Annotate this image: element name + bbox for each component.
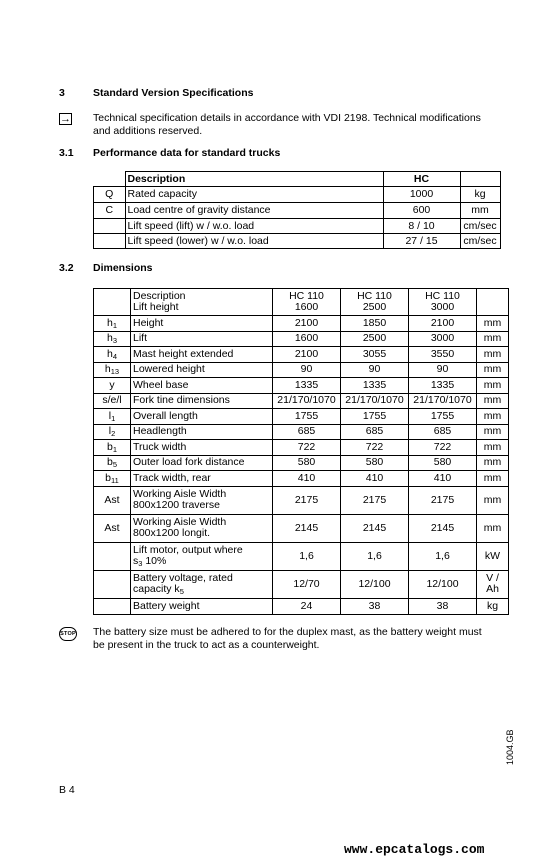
performance-unit: cm/sec [460,219,500,234]
dimension-value-1: 90 [273,362,341,378]
performance-value: 600 [383,203,460,219]
dimension-value-1: 410 [273,471,341,487]
dimension-label: Fork tine dimensions [131,393,273,409]
dimension-label-line-1: Working Aisle Width [133,488,227,500]
dimensions-header-model-3 [409,289,477,316]
dimension-value-3: 12/100 [409,570,477,598]
dimension-value-2: 722 [341,440,409,456]
dimension-value-3: 2100 [409,316,477,332]
dimension-symbol: Ast [94,486,131,514]
table-row [94,471,509,487]
dimension-symbol [94,542,131,570]
dimension-value-3: 685 [409,424,477,440]
performance-code: C [94,203,126,219]
dimension-label: Headlength [131,424,273,440]
dimension-unit: mm [477,316,509,332]
note-line-1: The battery size must be adhered to for the duplex mast, as the battery weight must [93,626,482,638]
dimension-unit: mm [477,409,509,425]
dimension-symbol: $h_3$ [94,331,131,347]
dimension-symbol: s/e/l [94,393,131,409]
performance-unit: mm [460,203,500,219]
dimension-label-line-1: Lift motor, output where [133,544,243,556]
dimension-value-2: 685 [341,424,409,440]
dimension-label-line-2: 800x1200 longit. [133,527,211,539]
dimension-value-1: 1600 [273,331,341,347]
dimension-value-1: 1,6 [273,542,341,570]
performance-code [94,234,126,249]
section-3-2-number: 3.2 [59,262,74,274]
dimension-value-3: 410 [409,471,477,487]
dimension-value-2: 2175 [341,486,409,514]
dimension-label: Outer load fork distance [131,455,273,471]
table-row [94,316,509,332]
dimension-label [131,570,273,598]
dimension-value-1: 2175 [273,486,341,514]
dimensions-header-model-1 [273,289,341,316]
dimension-value-3: 38 [409,598,477,614]
dimension-symbol: $h_1$ [94,316,131,332]
dimension-value-3: 1335 [409,378,477,394]
page-label: B 4 [59,784,75,796]
dimension-value-1: 1335 [273,378,341,394]
battery-note [93,626,513,652]
dimension-value-3: 2175 [409,486,477,514]
arrow-right-icon: → [60,113,71,125]
dimension-symbol [94,570,131,598]
dimension-symbol: Ast [94,514,131,542]
dimension-value-1: 580 [273,455,341,471]
performance-header-description: Description [125,172,383,187]
dimension-value-3: 3000 [409,331,477,347]
dimension-label: Lowered height [131,362,273,378]
performance-table [93,171,501,249]
table-row [94,378,509,394]
intro-line-2: and additions reserved. [93,125,203,137]
dimension-label-line-2: $s_3$ 10% [133,555,167,568]
model-3-name: HC 110 [425,290,460,302]
dimension-value-2: 410 [341,471,409,487]
dimension-symbol: $b_1$ [94,440,131,456]
dimension-value-3: 3550 [409,347,477,363]
dimensions-table [93,288,509,615]
dimension-value-1: 1755 [273,409,341,425]
table-row [94,331,509,347]
header-lift-height-label: Lift height [133,301,179,313]
table-row [94,424,509,440]
table-row [94,219,501,234]
dimension-label-line-1: Working Aisle Width [133,516,227,528]
table-row [94,455,509,471]
section-3-2-title: Dimensions [93,262,153,274]
dimension-unit: kg [477,598,509,614]
dimension-unit: mm [477,347,509,363]
performance-value: 1000 [383,187,460,203]
dimension-value-1: 722 [273,440,341,456]
dimension-value-1: 2145 [273,514,341,542]
performance-unit: kg [460,187,500,203]
dimension-label-line-2: capacity $k_5$ [133,583,184,596]
dimension-label: Overall length [131,409,273,425]
intro-line-1: Technical specification details in accordance with VDI 2198. Technical modifications [93,112,481,124]
dimension-symbol: $l_2$ [94,424,131,440]
dimension-unit: mm [477,378,509,394]
dimension-label-line-2: 800x1200 traverse [133,499,220,511]
section-3-1-title: Performance data for standard trucks [93,147,281,159]
table-row [94,598,509,614]
performance-code: Q [94,187,126,203]
dimension-unit: mm [477,471,509,487]
dimension-symbol: $l_1$ [94,409,131,425]
dimension-unit: mm [477,393,509,409]
dimension-symbol: y [94,378,131,394]
model-1-name: HC 110 [289,290,324,302]
dimension-value-3: 1,6 [409,542,477,570]
dimension-label [131,542,273,570]
section-3-number: 3 [59,87,65,99]
dimension-value-1: 12/70 [273,570,341,598]
note-line-2: be present in the truck to act as a counterweight. [93,639,320,651]
dimension-label: Height [131,316,273,332]
performance-label: Rated capacity [125,187,383,203]
dimension-value-2: 21/170/1070 [341,393,409,409]
dimension-value-2: 1,6 [341,542,409,570]
dimension-value-1: 2100 [273,347,341,363]
dimension-unit: mm [477,514,509,542]
dimension-symbol: $h_4$ [94,347,131,363]
dimension-value-2: 1335 [341,378,409,394]
dimension-value-3: 722 [409,440,477,456]
performance-label: Load centre of gravity distance [125,203,383,219]
dimension-symbol: $h_{13}$ [94,362,131,378]
dimensions-header-row [94,289,509,316]
dimension-value-2: 1850 [341,316,409,332]
dimension-label: Track width, rear [131,471,273,487]
model-3-lift: 3000 [430,301,455,313]
dimension-value-3: 580 [409,455,477,471]
dimension-label: Mast height extended [131,347,273,363]
dimension-unit: mm [477,331,509,347]
dimension-value-2: 3055 [341,347,409,363]
dimension-value-2: 580 [341,455,409,471]
performance-header-model: HC [383,172,460,187]
dimension-value-2: 2145 [341,514,409,542]
table-row [94,542,509,570]
performance-unit: cm/sec [460,234,500,249]
dimensions-header-description [131,289,273,316]
dimension-unit: kW [477,542,509,570]
dimension-value-1: 21/170/1070 [273,393,341,409]
model-2-lift: 2500 [362,301,387,313]
dimension-unit: mm [477,424,509,440]
dimension-label: Truck width [131,440,273,456]
model-2-name: HC 110 [357,290,392,302]
dimension-unit: mm [477,455,509,471]
table-row [94,570,509,598]
section-3-1-number: 3.1 [59,147,74,159]
table-row [94,409,509,425]
dimension-symbol [94,598,131,614]
dimension-label [131,514,273,542]
dimension-label: Battery weight [131,598,273,614]
dimension-value-2: 2500 [341,331,409,347]
dimension-unit: mm [477,486,509,514]
watermark-link[interactable]: www.epcatalogs.com [344,842,485,857]
dimension-value-2: 12/100 [341,570,409,598]
performance-label: Lift speed (lower) w / w.o. load [125,234,383,249]
table-row [94,514,509,542]
dimension-value-3: 1755 [409,409,477,425]
dimension-value-1: 24 [273,598,341,614]
stop-icon-text: STOP [60,631,76,637]
performance-value: 8 / 10 [383,219,460,234]
document-code: 1004.GB [505,729,515,765]
dimension-label-line-1: Battery voltage, rated [133,572,233,584]
section-3-title: Standard Version Specifications [93,87,254,99]
dimension-unit: V / Ah [477,570,509,598]
dimension-label: Lift [131,331,273,347]
table-row [94,187,501,203]
dimension-symbol: $b_5$ [94,455,131,471]
dimension-value-2: 38 [341,598,409,614]
dimension-label: Wheel base [131,378,273,394]
performance-header-row [94,172,501,187]
table-row [94,440,509,456]
stop-icon [59,627,77,641]
dimension-value-1: 2100 [273,316,341,332]
dimension-value-1: 685 [273,424,341,440]
model-1-lift: 1600 [294,301,319,313]
dimension-value-2: 1755 [341,409,409,425]
table-row [94,393,509,409]
dimension-label [131,486,273,514]
performance-code [94,219,126,234]
dimensions-header-model-2 [341,289,409,316]
table-row [94,362,509,378]
intro-paragraph [93,112,513,138]
dimension-value-3: 90 [409,362,477,378]
dimension-value-3: 21/170/1070 [409,393,477,409]
dimension-value-3: 2145 [409,514,477,542]
table-row [94,347,509,363]
table-row [94,203,501,219]
dimension-value-2: 90 [341,362,409,378]
dimension-unit: mm [477,362,509,378]
header-description-label: Description [133,290,186,302]
performance-label: Lift speed (lift) w / w.o. load [125,219,383,234]
dimension-unit: mm [477,440,509,456]
table-row [94,234,501,249]
table-row [94,486,509,514]
dimension-symbol: $b_{11}$ [94,471,131,487]
performance-value: 27 / 15 [383,234,460,249]
